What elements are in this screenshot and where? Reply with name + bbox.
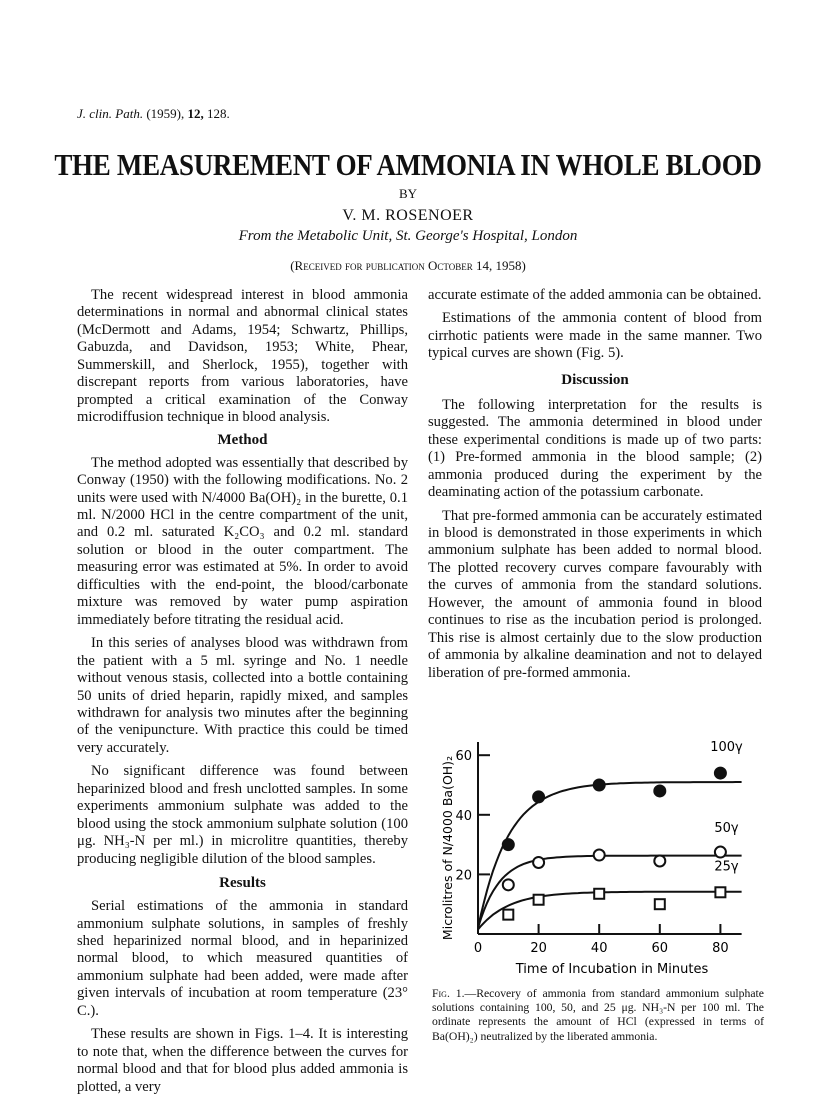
data-point-square (655, 899, 665, 909)
data-point-square (594, 889, 604, 899)
discussion-heading: Discussion (561, 371, 629, 388)
chart-curves (478, 740, 743, 929)
right-column (428, 287, 762, 682)
data-point-circle (533, 857, 544, 868)
results-paragraph: Serial estimations of the ammonia in standard ammonium sulphate solutions, in samples of freshly shed heparinized normal blood, and in heparinized normal blood, to which measured quantities of ammonium sulphate had been added, were made after given intervals of incubation at room temperature (23° C.). (77, 898, 408, 1019)
method-paragraph: In this series of analyses blood was withdrawn from the patient with a 5 ml. syringe and No. 1 needle without venous stasis, collected into a bottle containing 50 units of dried heparin, rapidly mixed, and samples withdrawn for analysis two minutes after the beginning of the venipuncture. With practice this could be timed very accurately. (77, 635, 408, 756)
y-tick-label: 60 (455, 749, 472, 765)
journal-page: 128. (207, 106, 230, 121)
x-tick-label: 40 (590, 941, 608, 956)
results-paragraph: These results are shown in Figs. 1–4. It is interesting to note that, when the difference between the curves for normal blood and that for blood plus added ammonia is plotted, a very (77, 1026, 408, 1095)
data-point-square (715, 887, 725, 897)
y-tick-label: 40 (455, 808, 472, 824)
journal-name: J. clin. Path. (77, 106, 144, 121)
data-point-circle (654, 855, 665, 866)
results-heading: Results (219, 875, 266, 892)
data-point-circle (715, 768, 726, 779)
figure-label: Fig. 1. (432, 987, 465, 1000)
intro-paragraph: The recent widespread interest in blood ammonia determinations in normal and abnormal clinical states (McDermott and Adams, 1954; Schwartz, Phillips, Gabuzda, and Davidson, 1953; White, Phear, Summerskill, and Sherlock, 1955), together with discrepant reports from various laboratories, have prompted a critical examination of the Conway microdiffusion technique in blood analysis. (77, 287, 408, 426)
y-tick-label: 20 (455, 868, 472, 884)
x-axis-label: Time of Incubation in Minutes (515, 962, 709, 977)
article-title: THE MEASUREMENT OF AMMONIA IN WHOLE BLOOD (54, 148, 762, 182)
figure-caption-text: —Recovery of ammonia from standard ammonium sulphate solutions containing 100, 50, and 25 μg. NH₃-N per 100 ml. The ordinate represents the amount of HCl (expressed in terms of Ba(OH)₂) neutralized by the liberated ammonia. (432, 987, 764, 1043)
x-tick-label: 20 (530, 941, 547, 956)
author: V. M. ROSENOER (342, 207, 474, 224)
data-point-square (534, 895, 544, 905)
journal-volume: 12, (187, 106, 204, 121)
data-point-circle (533, 791, 544, 802)
continuation-paragraph: accurate estimate of the added ammonia can be obtained. (428, 287, 762, 303)
method-paragraph: The method adopted was essentially that described by Conway (1950) with the following modifications. No. 2 units were used with N/4000 Ba(OH)₂ in the burette, 0.1 ml. N/2000 HCl in the centre compartment of the unit, and 0.2 ml. saturated K₂CO₃ and 0.2 ml. standard solution or blood in the outer compartment. The measuring error was estimated at 5%. In order to avoid difficulties with the end-point, the blood/carbonate mixture was removed by water pump aspiration immediately before titrating the residual acid. (77, 454, 408, 628)
y-axis-label: Microlitres of N/4000 Ba(OH)₂ (440, 755, 455, 941)
data-point-circle (503, 879, 514, 890)
data-point-square (503, 910, 513, 920)
series-label: 100γ (710, 740, 743, 756)
affiliation: From the Metabolic Unit, St. George's Hospital, London (238, 228, 578, 244)
series-label: 25γ (714, 859, 739, 875)
series-label: 50γ (714, 821, 739, 837)
x-tick-label: 0 (473, 941, 483, 956)
discussion-paragraph: That pre-formed ammonia can be accurately estimated in blood is demonstrated in those experiments in which ammonium sulphate has been added to normal blood. The plotted recovery curves compare favourably with the curves of ammonia from the standard solutions. However, the amount of ammonia found in blood continues to rise as the incubation period is prolonged. This rise is almost certainly due to the slow production of ammonia by alkaline deamination and not to delayed liberation of pre-formed ammonia. (428, 507, 762, 681)
cirrhotic-paragraph: Estimations of the ammonia content of blood from cirrhotic patients were made in the same manner. Two typical curves are shown (Fig. 5). (428, 310, 762, 362)
chart-points (503, 768, 726, 920)
method-paragraph: No significant difference was found between heparinized blood and fresh unclotted samples. In some experiments ammonium sulphate was added to the blood using the stock ammonium sulphate solution (100 μg. NH₃-N per ml.) in microlitre quantities, thereby producing negligible dilution of the blood samples. (77, 763, 408, 867)
byline: BY (398, 186, 418, 201)
x-tick-label: 80 (712, 941, 729, 956)
x-tick-label: 60 (651, 941, 669, 956)
journal-year: (1959), (146, 106, 185, 121)
data-point-circle (654, 785, 665, 796)
fit-curve-2 (478, 892, 742, 930)
figure-caption (432, 987, 764, 1044)
data-point-circle (715, 847, 726, 858)
method-heading: Method (217, 431, 268, 448)
data-point-circle (594, 850, 605, 861)
discussion-paragraph: The following interpretation for the results is suggested. The ammonia determined in blood under these experimental conditions is made up of two parts: (1) Pre-formed ammonia in the blood sample; (2) ammonia produced during the experiment by the deaminating action of the potassium carbonate. (428, 396, 762, 501)
received-date: (Received for publication October 14, 1958) (290, 258, 526, 273)
data-point-circle (594, 780, 605, 791)
left-column (77, 287, 408, 1096)
data-point-circle (503, 839, 514, 850)
journal-citation (77, 106, 230, 122)
figure-1-chart (430, 740, 770, 985)
